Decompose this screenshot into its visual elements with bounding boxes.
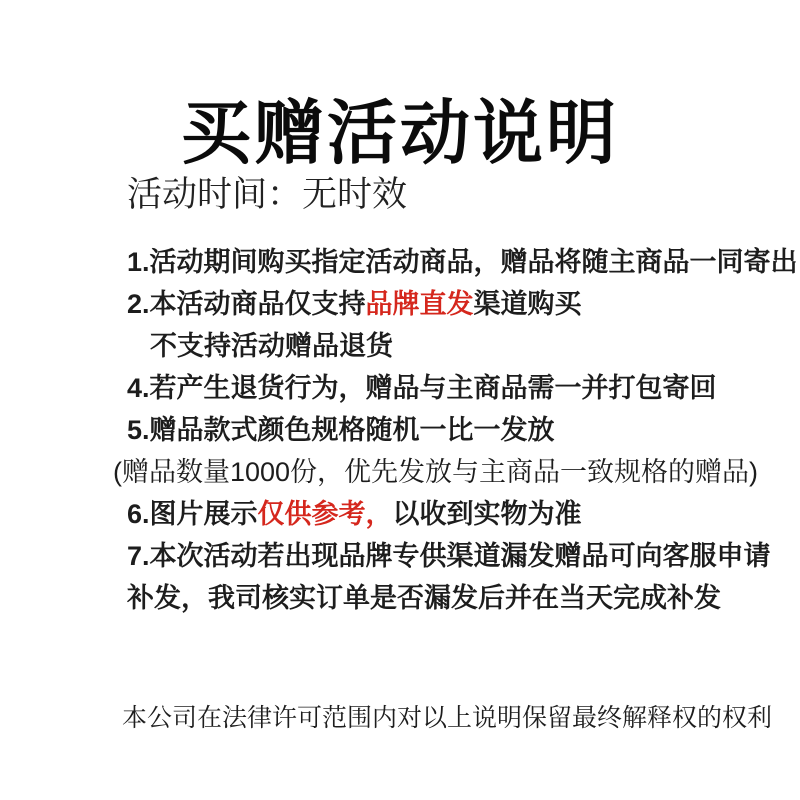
note-line-5 bbox=[127, 417, 747, 444]
note-line-2 bbox=[127, 291, 747, 318]
notes-list bbox=[113, 247, 798, 627]
note-line-9 bbox=[127, 585, 747, 612]
note-text: 6.图片展示 bbox=[127, 499, 258, 529]
note-line-8 bbox=[127, 541, 771, 571]
note-highlight: 仅供参考， bbox=[257, 499, 393, 529]
note-line-1 bbox=[127, 247, 798, 277]
note-highlight: 品牌直发 bbox=[365, 289, 474, 319]
note-text: (赠品数量1000份，优先发放与主商品一致规格的赠品) bbox=[113, 457, 759, 487]
note-text: 1.活动期间购买指定活动商品，赠品将随主商品一同寄出 bbox=[127, 247, 798, 277]
note-text: 补发，我司核实订单是否漏发后并在当天完成补发 bbox=[127, 583, 721, 613]
note-text: 7.本次活动若出现品牌专供渠道漏发赠品可向客服申请 bbox=[127, 541, 771, 571]
note-line-6 bbox=[113, 457, 759, 487]
page-title: 买赠活动说明 bbox=[181, 93, 619, 172]
note-line-3 bbox=[127, 333, 747, 360]
note-text: 2.本活动商品仅支持 bbox=[127, 289, 366, 319]
note-line-4 bbox=[127, 375, 747, 402]
note-line-7 bbox=[127, 501, 747, 528]
note-text: 渠道购买 bbox=[473, 289, 582, 319]
note-text: 以收到实物为准 bbox=[392, 499, 582, 529]
note-text: 5.赠品款式颜色规格随机一比一发放 bbox=[127, 415, 555, 445]
note-text: 4.若产生退货行为，赠品与主商品需一并打包寄回 bbox=[127, 373, 717, 403]
footer-disclaimer: 本公司在法律许可范围内对以上说明保留最终解释权的权利 bbox=[122, 704, 773, 732]
activity-time-line: 活动时间：无时效 bbox=[127, 175, 408, 214]
note-text: 不支持活动赠品退货 bbox=[150, 331, 393, 361]
